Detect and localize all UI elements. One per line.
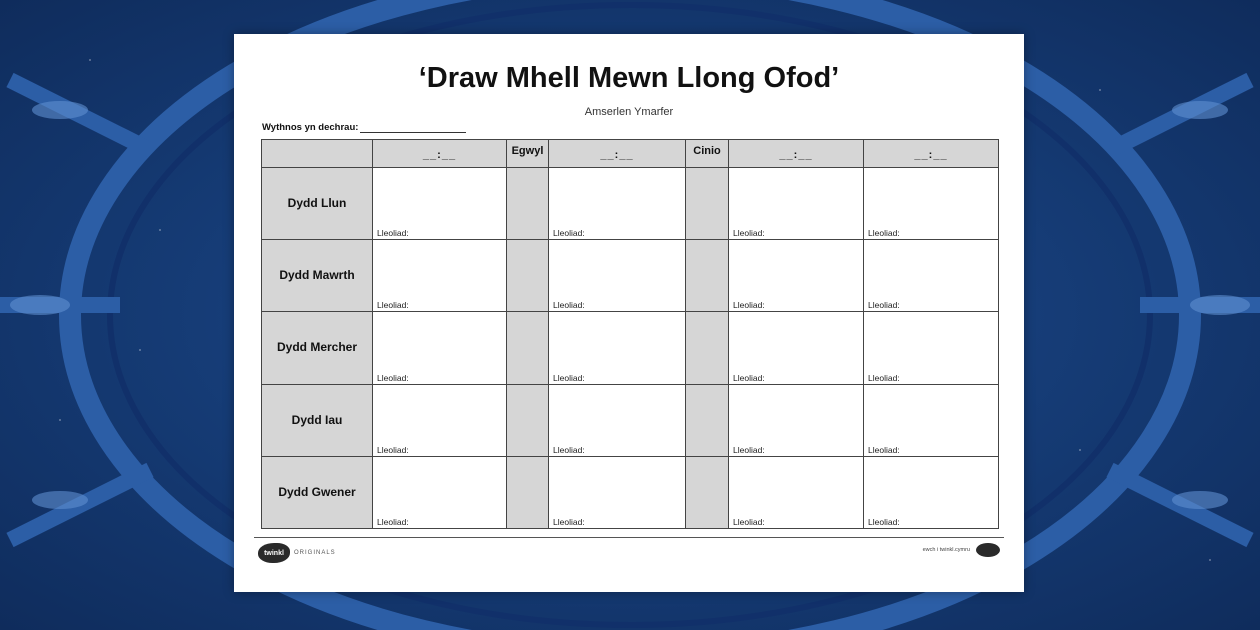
timetable-cell — [729, 312, 864, 384]
break-cell — [507, 384, 549, 456]
timetable-cell — [729, 240, 864, 312]
lunch-cell — [686, 384, 729, 456]
timetable-cell — [373, 312, 507, 384]
twinkl-originals-logo — [258, 543, 336, 563]
timetable-cell — [864, 456, 999, 528]
footer-divider — [254, 537, 1004, 538]
break-header: Egwyl — [507, 140, 549, 168]
location-label: Lleoliad: — [553, 372, 585, 383]
location-label: Lleoliad: — [733, 372, 765, 383]
timetable-cell — [864, 312, 999, 384]
footer-right — [923, 543, 1000, 557]
day-label: Dydd Iau — [262, 384, 373, 456]
location-label: Lleoliad: — [868, 372, 900, 383]
day-row — [262, 456, 999, 528]
timetable-cell — [864, 384, 999, 456]
page-subtitle: Amserlen Ymarfer — [584, 106, 674, 118]
break-cell — [507, 456, 549, 528]
timetable-cell — [549, 168, 686, 240]
lunch-cell — [686, 240, 729, 312]
timetable-cell — [729, 456, 864, 528]
location-label: Lleoliad: — [868, 228, 900, 239]
location-label: Lleoliad: — [868, 300, 900, 311]
timetable-cell — [373, 384, 507, 456]
header-corner — [262, 140, 373, 168]
footer-url: ewch i twinkl.cymru — [922, 547, 970, 553]
day-label: Dydd Mercher — [262, 312, 373, 384]
day-label: Dydd Gwener — [262, 456, 373, 528]
location-label: Lleoliad: — [553, 228, 585, 239]
timetable-cell — [549, 456, 686, 528]
location-label: Lleoliad: — [377, 372, 409, 383]
lunch-header: Cinio — [686, 140, 729, 168]
lunch-cell — [686, 456, 729, 528]
location-label: Lleoliad: — [553, 444, 585, 455]
day-row — [262, 240, 999, 312]
lunch-cell — [686, 312, 729, 384]
timetable-cell — [373, 240, 507, 312]
location-label: Lleoliad: — [377, 228, 409, 239]
location-label: Lleoliad: — [733, 444, 765, 455]
time-slot-header: __:__ — [864, 140, 999, 168]
originals-label: ORIGINALS — [294, 550, 336, 556]
location-label: Lleoliad: — [733, 300, 765, 311]
timetable-sheet — [234, 34, 1024, 592]
twinkl-small-logo-icon — [976, 543, 1000, 557]
day-row — [262, 168, 999, 240]
break-cell — [507, 168, 549, 240]
week-start-blank-line — [360, 123, 466, 133]
break-cell — [507, 312, 549, 384]
week-start-label: Wythnos yn dechrau: — [262, 122, 359, 133]
day-row — [262, 384, 999, 456]
break-cell — [507, 240, 549, 312]
timetable-cell — [373, 168, 507, 240]
timetable-cell — [549, 384, 686, 456]
twinkl-logo-icon: twinkl — [258, 543, 290, 563]
timetable-cell — [373, 456, 507, 528]
location-label: Lleoliad: — [868, 444, 900, 455]
location-label: Lleoliad: — [377, 444, 409, 455]
day-label: Dydd Mawrth — [262, 240, 373, 312]
day-label: Dydd Llun — [262, 168, 373, 240]
location-label: Lleoliad: — [868, 517, 900, 527]
header-row — [262, 140, 999, 168]
location-label: Lleoliad: — [377, 517, 409, 527]
time-slot-header: __:__ — [549, 140, 686, 168]
day-row — [262, 312, 999, 384]
location-label: Lleoliad: — [733, 517, 765, 527]
timetable-cell — [729, 384, 864, 456]
location-label: Lleoliad: — [553, 300, 585, 311]
location-label: Lleoliad: — [377, 300, 409, 311]
lunch-cell — [686, 168, 729, 240]
time-slot-header: __:__ — [373, 140, 507, 168]
timetable-cell — [549, 240, 686, 312]
time-slot-header: __:__ — [729, 140, 864, 168]
timetable — [261, 139, 999, 529]
timetable-cell — [729, 168, 864, 240]
timetable-cell — [864, 168, 999, 240]
timetable-cell — [864, 240, 999, 312]
timetable-cell — [549, 312, 686, 384]
location-label: Lleoliad: — [733, 228, 765, 239]
location-label: Lleoliad: — [553, 517, 585, 527]
week-start-field — [262, 122, 466, 133]
page-title: ‘Draw Mhell Mewn Llong Ofod’ — [418, 62, 840, 94]
